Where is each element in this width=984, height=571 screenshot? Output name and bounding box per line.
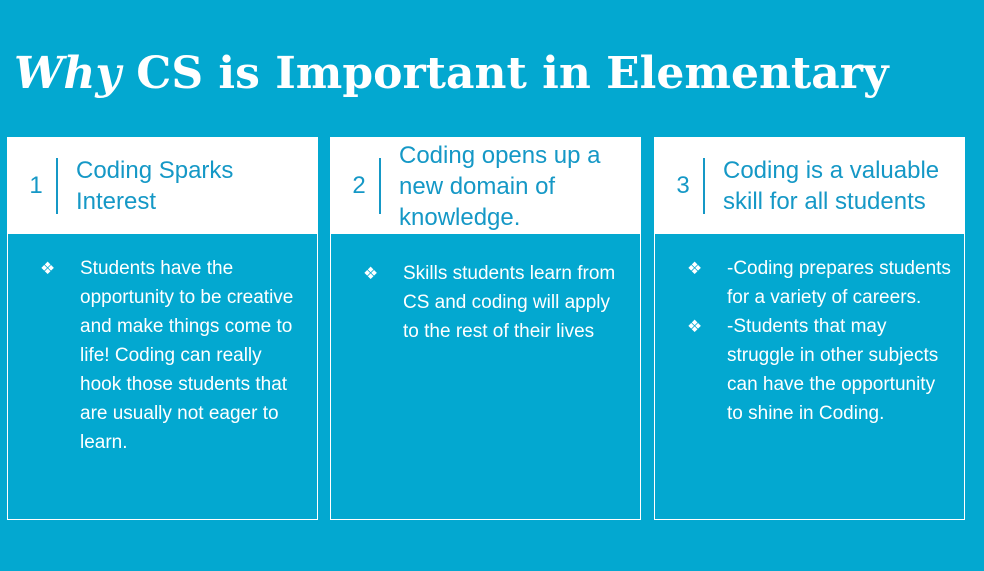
card-divider — [56, 158, 58, 214]
card-divider — [703, 158, 705, 214]
card-body — [655, 234, 964, 519]
card-body — [331, 234, 640, 519]
card-new-domain-of-knowledge — [330, 137, 641, 520]
card-header — [655, 138, 964, 234]
bullet-text: -Students that may struggle in other subjects can have the opportunity to shine in Coding. — [727, 316, 939, 424]
list-item — [357, 259, 630, 346]
slide-title-rest: CS is Important in Elementary — [120, 48, 889, 99]
bullet-text: Students have the opportunity to be creative and make things come to life! Coding can really hook those students that are usually not eager to learn. — [80, 258, 294, 453]
card-number: 3 — [676, 172, 690, 199]
card-title: Coding Sparks Interest — [76, 157, 234, 215]
diamond-bullet-icon: ❖ — [687, 317, 703, 336]
bullet-text: Skills students learn from CS and coding will apply to the rest of their lives — [403, 263, 616, 342]
list-item — [681, 312, 954, 428]
diamond-bullet-icon: ❖ — [363, 264, 379, 283]
card-header — [331, 138, 640, 234]
slide-title-emphasis: Why — [14, 48, 121, 99]
card-title: Coding is a valuable skill for all students — [723, 157, 940, 215]
diamond-bullet-icon: ❖ — [40, 259, 56, 278]
diamond-bullet-icon: ❖ — [687, 259, 703, 278]
card-coding-sparks-interest — [7, 137, 318, 520]
bullet-text: -Coding prepares students for a variety of careers. — [727, 258, 951, 308]
card-number: 2 — [352, 172, 366, 199]
bullet-list — [34, 254, 307, 457]
slide-title — [14, 40, 889, 108]
list-item — [34, 254, 307, 457]
card-title: Coding opens up a new domain of knowledge. — [399, 141, 601, 231]
bullet-list — [681, 254, 954, 428]
card-valuable-skill — [654, 137, 965, 520]
card-body — [8, 234, 317, 519]
card-header — [8, 138, 317, 234]
list-item — [681, 254, 954, 312]
card-number: 1 — [29, 172, 43, 199]
bullet-list — [357, 259, 630, 346]
card-divider — [379, 158, 381, 214]
